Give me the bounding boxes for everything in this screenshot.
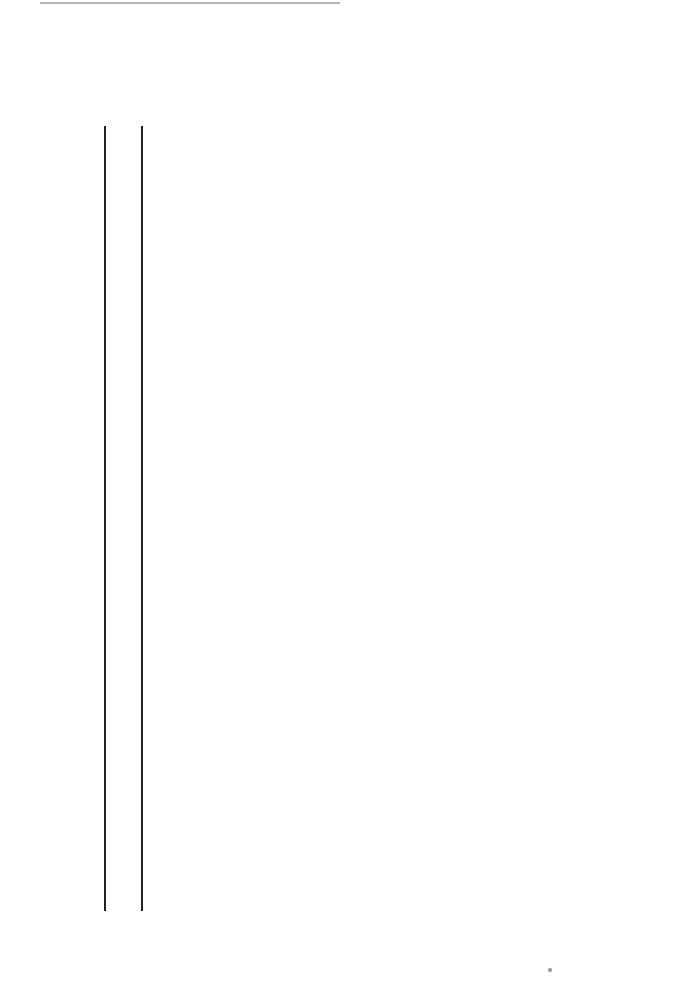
name-column-divider: [141, 126, 143, 911]
top-scan-rule: [40, 2, 340, 4]
table-left-border: [104, 126, 106, 911]
official-table: [104, 126, 582, 911]
scan-dot: [548, 968, 552, 972]
